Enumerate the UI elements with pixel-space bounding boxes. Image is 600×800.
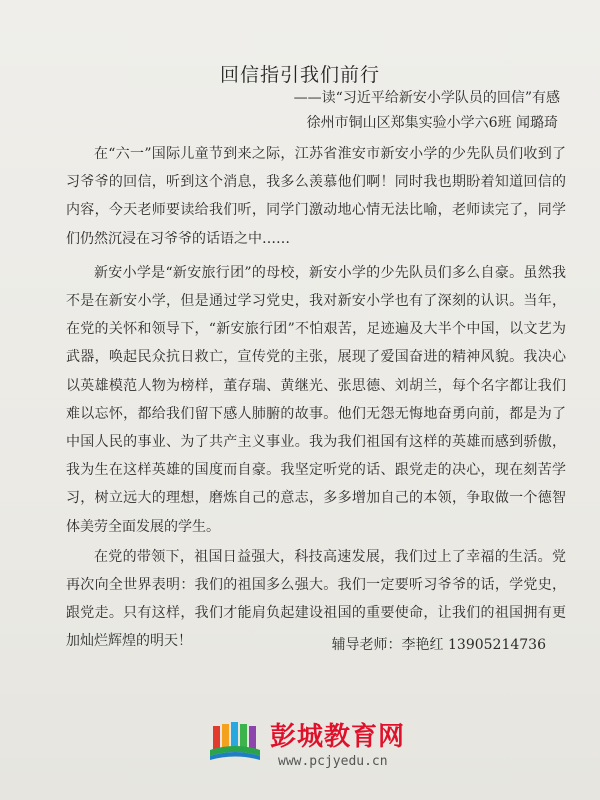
- page-subtitle: ——读“习近平给新安小学队员的回信”有感: [293, 90, 560, 106]
- paragraph-2: 新安小学是“新安旅行团”的母校，新安小学的少先队员们多么自豪。虽然我不是在新安小学，但是通过学习党史，我对新安小学也有了深刻的认识。当年，在党的关怀和领导下，“新安旅行团”不怕艰苦，足迹遍及大半个中国，以文艺为武器，唤起民众抗日救亡，宣传党的主张，展现了爱国奋进的精神风貌。我决心以英雄模范人物为榜样，董存瑞、黄继光、张思德、刘胡兰，每个名字都让我们难以忘怀，都给我们留下感人肺腑的故事。他们无怨无悔地奋勇向前，都是为了中国人民的事业、为了共产主义事业。我为我们祖国有这样的英雄而感到骄傲，我为生在这样英雄的国度而自豪。我坚定听党的话、跟党走的决心，现在刻苦学习，树立远大的理想，磨炼自己的意志，多多增加自己的本领，争取做一个德智体美劳全面发展的学生。: [66, 264, 566, 535]
- advisor-line: 辅导老师：李艳红 13905214736: [331, 637, 546, 653]
- watermark-site-name: 彭城教育网: [270, 722, 406, 752]
- paragraph-3: 在党的带领下，祖国日益强大，科技高速发展，我们过上了幸福的生活。党再次向全世界表明：我们的祖国多么强大。我们一定要听习爷爷的话，学党史，跟党走。只有这样，我们才能肩负起建设祖国的重要使命，让我们的祖国拥有更加灿烂辉煌的明天！: [66, 548, 566, 650]
- site-watermark: [208, 712, 468, 782]
- watermark-url: www.pcjyedu.cn: [278, 754, 388, 769]
- book-logo-icon: [208, 720, 262, 770]
- author-line: 徐州市铜山区郑集实验小学六6班 闻璐琦: [306, 115, 558, 131]
- paragraph-1: 在“六一”国际儿童节到来之际，江苏省淮安市新安小学的少先队员们收到了习爷爷的回信，听到这个消息，我多么羡慕他们啊！同时我也期盼着知道回信的内容，今天老师要读给我们听，同学门激动地心情无法比喻，老师读完了，同学们仍然沉浸在习爷爷的话语之中……: [66, 146, 566, 247]
- page-title: 回信指引我们前行: [219, 64, 380, 86]
- essay-body: [66, 140, 566, 656]
